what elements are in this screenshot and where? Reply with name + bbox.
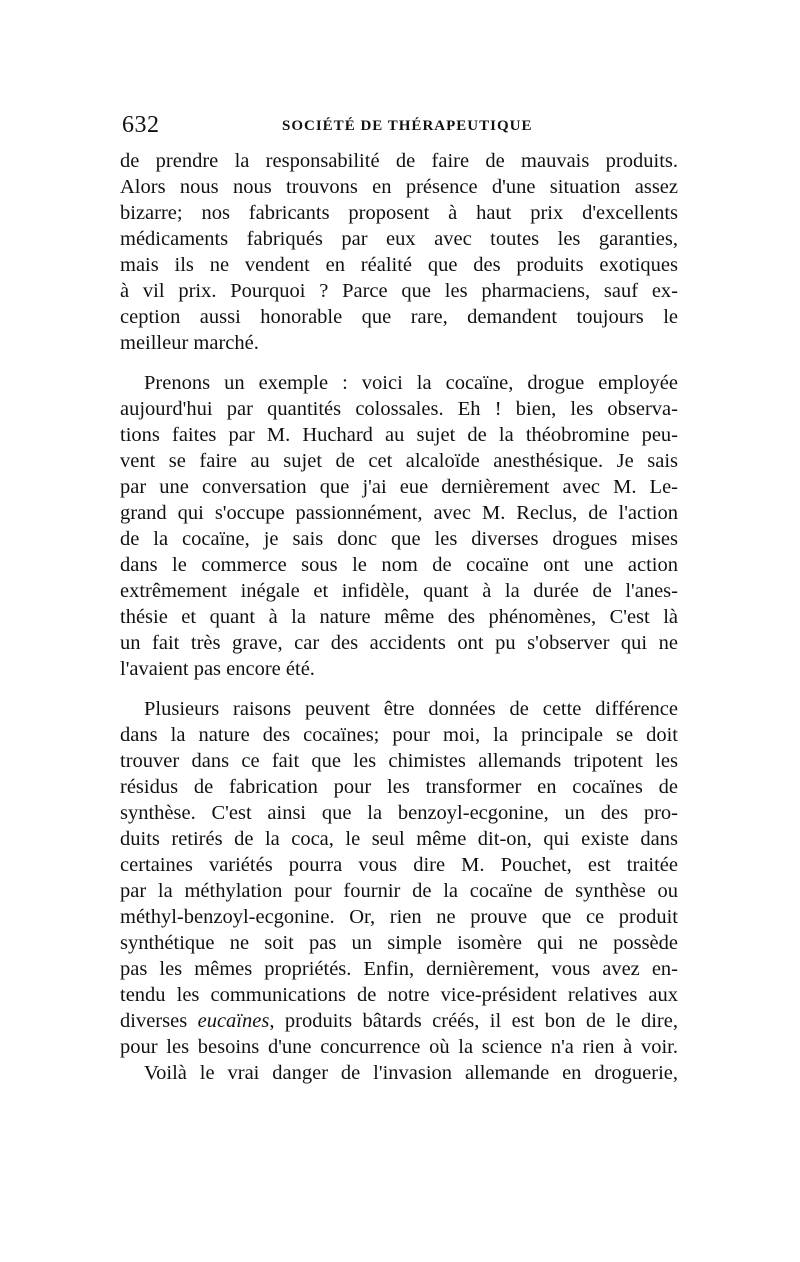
paragraph — [120, 148, 678, 356]
text-line: bizarre; nos fabricants proposent à haut prix d'excellents — [120, 202, 678, 224]
text-line: aujourd'hui par quantités colossales. Eh ! bien, les observa- — [120, 398, 678, 420]
text-line: grand qui s'occupe passionnément, avec M. Reclus, de l'action — [120, 502, 678, 524]
text-line: duits retirés de la coca, le seul même dit-on, qui existe dans — [120, 828, 678, 850]
text-line: médicaments fabriqués par eux avec toutes les garanties, — [120, 228, 678, 250]
paragraph — [120, 370, 678, 682]
text-line: tendu les communications de notre vice-président relatives aux — [120, 984, 678, 1006]
running-title: SOCIÉTÉ DE THÉRAPEUTIQUE — [282, 118, 533, 134]
text-line: Alors nous nous trouvons en présence d'une situation assez — [120, 176, 678, 198]
paragraph — [120, 1060, 678, 1086]
text-line: tions faites par M. Huchard au sujet de la théobromine peu- — [120, 424, 678, 446]
text-line: de prendre la responsabilité de faire de mauvais produits. — [120, 150, 678, 172]
text-line: extrêmement inégale et infidèle, quant à la durée de l'anes- — [120, 580, 678, 602]
text-line: résidus de fabrication pour les transformer en cocaïnes de — [120, 776, 678, 798]
text-line: un fait très grave, car des accidents ont pu s'observer qui ne — [120, 632, 678, 654]
text-line: certaines variétés pourra vous dire M. Pouchet, est traitée — [120, 854, 678, 876]
text-line: mais ils ne vendent en réalité que des produits exotiques — [120, 254, 678, 276]
text-line: dans la nature des cocaïnes; pour moi, la principale se doit — [120, 724, 678, 746]
text-line: thésie et quant à la nature même des phénomènes, C'est là — [120, 606, 678, 628]
text-line: synthétique ne soit pas un simple isomère qui ne possède — [120, 932, 678, 954]
italic-term: eucaïnes — [197, 1010, 270, 1032]
page-number: 632 — [122, 112, 160, 138]
text-line: vent se faire au sujet de cet alcaloïde anesthésique. Je sais — [120, 450, 678, 472]
text-line: meilleur marché. — [120, 332, 259, 354]
text-line: méthyl-benzoyl-ecgonine. Or, rien ne prouve que ce produit — [120, 906, 678, 928]
paragraph — [120, 696, 678, 1060]
page-header — [122, 112, 678, 142]
text-line: Voilà le vrai danger de l'invasion allemande en droguerie, — [144, 1062, 678, 1084]
text-line: diverses eucaïnes, produits bâtards créés, il est bon de le dire, — [120, 1010, 678, 1032]
text-line: ception aussi honorable que rare, demandent toujours le — [120, 306, 678, 328]
text-line: trouver dans ce fait que les chimistes allemands tripotent les — [120, 750, 678, 772]
body-text — [120, 148, 678, 1086]
text-line: pour les besoins d'une concurrence où la science n'a rien à voir. — [120, 1036, 678, 1058]
text-line: de la cocaïne, je sais donc que les diverses drogues mises — [120, 528, 678, 550]
text-line: synthèse. C'est ainsi que la benzoyl-ecgonine, un des pro- — [120, 802, 678, 824]
text-line: par la méthylation pour fournir de la cocaïne de synthèse ou — [120, 880, 678, 902]
text-line: Plusieurs raisons peuvent être données de cette différence — [144, 698, 678, 720]
text-line: dans le commerce sous le nom de cocaïne ont une action — [120, 554, 678, 576]
text-line: par une conversation que j'ai eue dernièrement avec M. Le- — [120, 476, 678, 498]
text-line: l'avaient pas encore été. — [120, 658, 315, 680]
text-line: à vil prix. Pourquoi ? Parce que les pharmaciens, sauf ex- — [120, 280, 678, 302]
text-line: pas les mêmes propriétés. Enfin, dernièrement, vous avez en- — [120, 958, 678, 980]
text-line: Prenons un exemple : voici la cocaïne, drogue employée — [144, 372, 678, 394]
